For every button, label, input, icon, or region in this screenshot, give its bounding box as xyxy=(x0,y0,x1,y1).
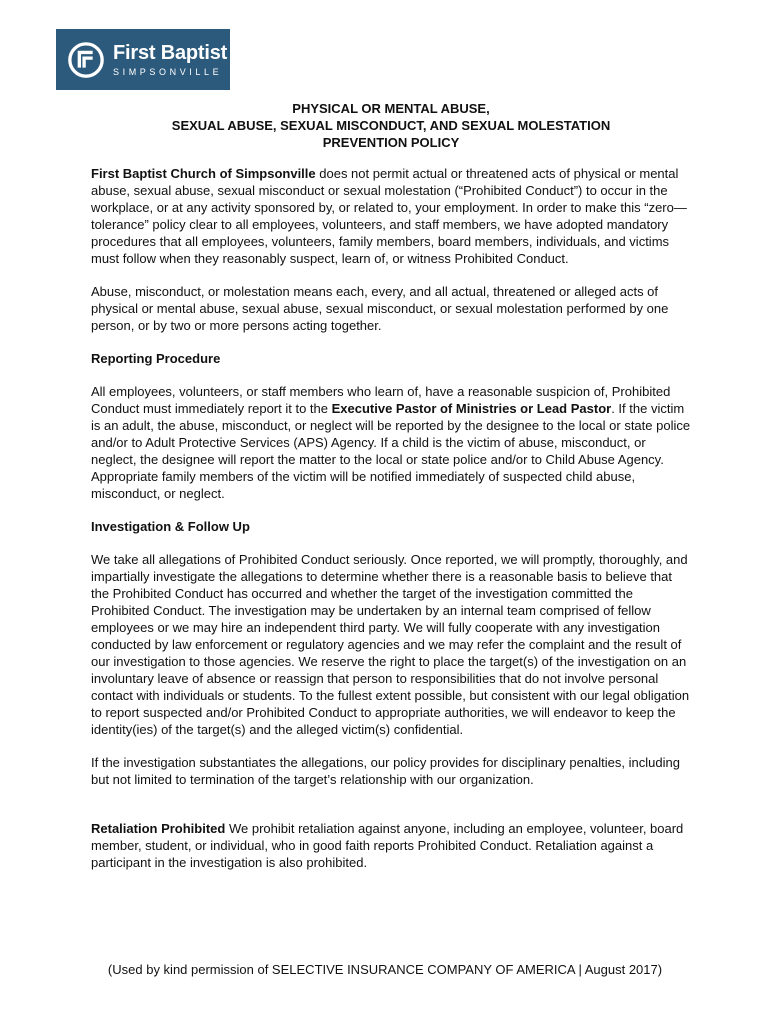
reporting-text-end: . If the victim is an adult, the abuse, misconduct, or neglect will be reported by the designee to the local or state police and/or to Adult Protective Services (APS) Agency. If a child is the victim of abuse, misconduct, or neglect, the designee will report the matter to the local or state police and/or to Child Abuse Agency. Appropriate family members of the victim will be notified immediately of suspected child abuse, misconduct, or neglect. xyxy=(91,401,691,501)
retaliation-text: We prohibit retaliation against anyone, including an employee, volunteer, board member, student, or individual, who in good faith reports Prohibited Conduct. Retaliation against a participant in the investigation is also prohibited. xyxy=(91,821,684,870)
logo-subtitle: SIMPSONVILLE xyxy=(113,66,223,77)
investigation-heading: Investigation & Follow Up xyxy=(91,519,250,534)
spacer xyxy=(91,804,691,820)
intro-paragraph xyxy=(91,165,691,267)
logo-name: First Baptist xyxy=(113,41,228,64)
title-line-2: SEXUAL ABUSE, SEXUAL MISCONDUCT, AND SEXUAL MOLESTATION xyxy=(171,118,611,133)
organization-name: First Baptist Church of Simpsonville xyxy=(91,166,316,181)
policy-document xyxy=(91,100,691,887)
reporting-heading: Reporting Procedure xyxy=(91,351,221,366)
investigation-paragraph: We take all allegations of Prohibited Conduct seriously. Once reported, we will promptly, thoroughly, and impartially investigate the allegations to determine whether there is a reasonable basis to believe that the Prohibited Conduct has occurred and whether the target of the investigation committed the Prohibited Conduct. The investigation may be undertaken by an internal team comprised of fellow employees or we may hire an independent third party. We will fully cooperate with any investigation conducted by law enforcement or regulatory agencies and we may refer the complaint and the result of our investigation to those agencies. We reserve the right to place the target(s) of the investigation on an involuntary leave of absence or reassign that person to responsibilities that do not involve personal contact with individuals or students. To the fullest extent possible, but consistent with our legal obligation to report suspected and/or Prohibited Conduct to appropriate authorities, we will endeavor to keep the identity(ies) of the target(s) and the alleged victim(s) confidential. xyxy=(91,552,690,737)
reporting-text-start: All employees, volunteers, or staff members who learn of, have a reasonable suspicion of, Prohibited Conduct must immediately report it to the xyxy=(91,384,671,416)
definition-paragraph: Abuse, misconduct, or molestation means each, every, and all actual, threatened or alleged acts of physical or mental abuse, sexual abuse, sexual misconduct, or sexual molestation performed by one person, or by two or more persons acting together. xyxy=(91,284,669,333)
church-logo xyxy=(56,29,230,90)
title-line-1: PHYSICAL OR MENTAL ABUSE, xyxy=(292,101,490,116)
intro-text: does not permit actual or threatened acts of physical or mental abuse, sexual abuse, sexual misconduct or sexual molestation (“Prohibited Conduct”) to occur in the workplace, or at any activity sponsored by, or related to, your employment. In order to make this “zero—tolerance” policy clear to all employees, volunteers, and staff members, we have adopted mandatory procedures that all employees, volunteers, family members, board members, individuals, and victims must follow when they reasonably suspect, learn of, or witness Prohibited Conduct. xyxy=(91,166,687,266)
title-line-3: PREVENTION POLICY xyxy=(322,135,460,150)
footer-credit: (Used by kind permission of SELECTIVE INSURANCE COMPANY OF AMERICA | August 2017) xyxy=(107,962,663,977)
reporting-contact: Executive Pastor of Ministries or Lead Pastor xyxy=(331,401,612,416)
disciplinary-paragraph: If the investigation substantiates the allegations, our policy provides for disciplinary penalties, including but not limited to termination of the target’s relationship with our organization. xyxy=(91,755,680,787)
retaliation-heading: Retaliation Prohibited xyxy=(91,821,226,836)
retaliation-paragraph xyxy=(91,820,691,871)
document-title xyxy=(91,100,691,151)
church-logo-icon xyxy=(67,41,105,79)
reporting-paragraph xyxy=(91,383,691,502)
